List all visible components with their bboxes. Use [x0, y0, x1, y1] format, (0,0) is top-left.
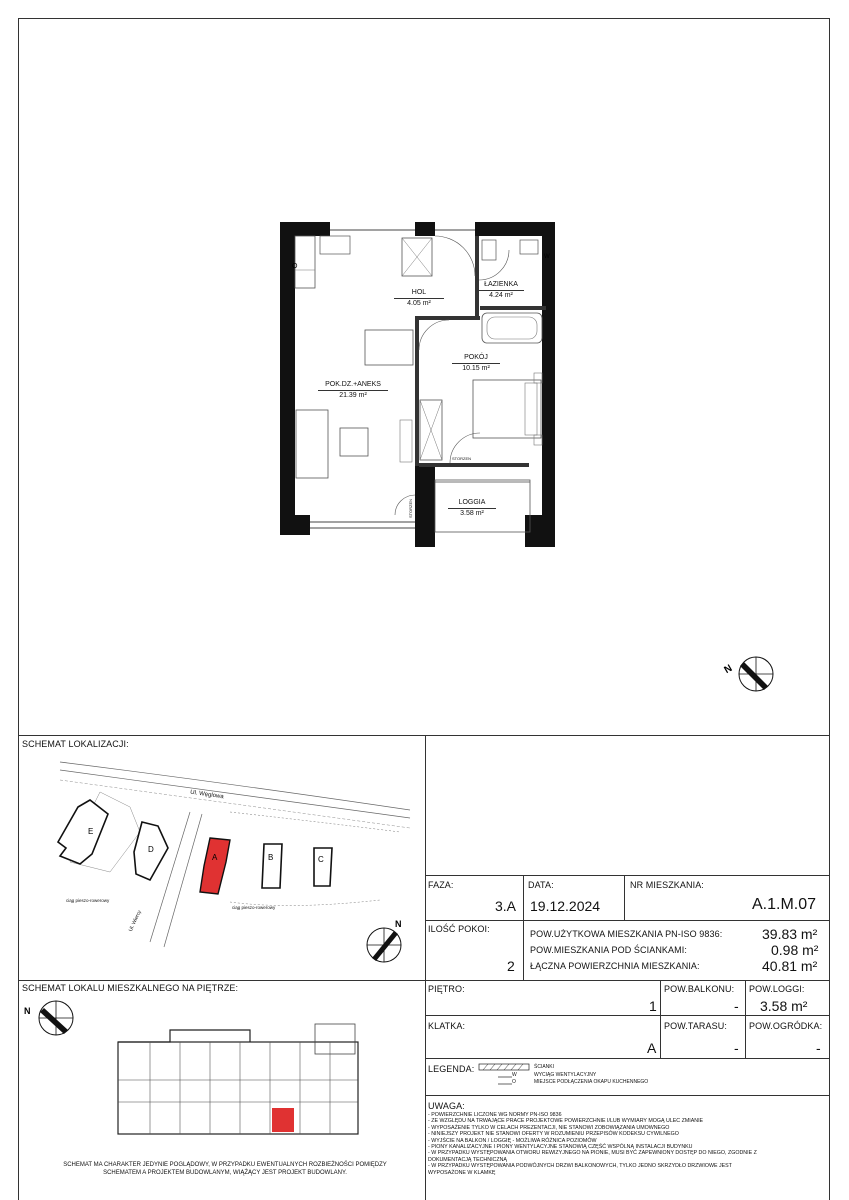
storage-label-2: STORZEN [408, 498, 414, 519]
notes-title: UWAGA: [428, 1101, 465, 1111]
loggia-label: POW.LOGGI: [749, 984, 805, 994]
location-title: SCHEMAT LOKALIZACJI: [22, 739, 129, 749]
loggia-value: 3.58 m² [760, 998, 808, 1014]
notes-list: - POWIERZCHNIE LICZONE WG NORMY PN-ISO 9836 - ZE WZGLĘDU NA TRWAJĄCE PRACE PROJEKTOWE POWIERZCHNIE I/LUB WYMIARY MOGĄ ULEC ZMIANIE - WYPOSAŻENIE TYLKO W CELACH PREZENTACJI, NIE STANOWI ZOBOWIĄZANIA UMOWNEGO - NINIEJSZY PROJEKT NIE STANOWI OFERTY W ROZUMIENIU PRZEPISÓW KODEKSU CYWILNEGO - WYJŚCIE NA BALKON / LOGGIĘ - MOŻLIWA RÓŻNICA POZIOMÓW - PIONY KANALIZACYJNE I PIONY WENTYLACYJNE STANOWIĄ CZĘŚĆ WSPÓLNĄ INSTALACJI BUDYNKU - W PRZYPADKU WYSTĘPOWANIA OTWORU REWIZYJNEGO NA PIONIE, MUSI BYĆ ZAPEWNIONY DOSTĘP DO NIEGO, ZGODNIE Z DOKUMENTACJĄ TECHNICZNĄ - W PRZYPADKU WYSTĘPOWANIA PODWÓJNYCH DRZWI BALKONOWYCH, TYLKO JEDNO SKRZYDŁO DRZWIOWE JEST WYPOSAŻONE W KLAMKĘ [428, 1112, 757, 1176]
pietro-value: 1 [649, 998, 657, 1014]
pietro-label: PIĘTRO: [428, 984, 465, 994]
klatka-label: KLATKA: [428, 1021, 466, 1031]
storage-label-1: STORZEN [452, 456, 472, 461]
data-label: DATA: [528, 880, 554, 890]
pow-uzytkowa-label: POW.UŻYTKOWA MIESZKANIA PN-ISO 9836: [530, 929, 723, 939]
room-hol: HOL 4.05 m² [394, 289, 444, 307]
svg-text:E: E [88, 827, 94, 836]
path-label-1: ciąg pieszo-rowerowy [66, 898, 110, 903]
compass-floor-icon [20, 996, 80, 1046]
pow-scianki-value: 0.98 m² [771, 942, 819, 958]
legend-sym-w: W [512, 1072, 517, 1078]
wall-right [542, 222, 555, 547]
nr-label: NR MIESZKANIA: [630, 880, 704, 890]
balkon-label: POW.BALKONU: [664, 984, 735, 994]
ogrodek-label: POW.OGRÓDKA: [749, 1021, 823, 1031]
pow-uzytkowa-value: 39.83 m² [762, 926, 818, 942]
street-left-label: Ul. Wiercy [127, 909, 143, 933]
pokoje-label: ILOŚĆ POKOI: [428, 924, 490, 934]
legend-title: LEGENDA: [428, 1064, 475, 1074]
data-value: 19.12.2024 [530, 898, 601, 914]
wall-bottom-mid [415, 465, 435, 547]
floor-scheme-caption: SCHEMAT MA CHARAKTER JEDYNIE POGLĄDOWY, W PRZYPADKU EWENTUALNYCH ROZBIEŻNOŚCI POMIĘDZY SCHEMATEM A PROJEKTEM BUDOWLANYM, WIĄŻĄCY JEST PROJEKT BUDOWLANY. [63, 1162, 387, 1176]
floor-plan [270, 210, 570, 555]
svg-text:N: N [722, 662, 735, 677]
legend-sym-o: O [512, 1079, 516, 1085]
klatka-value: A [647, 1040, 657, 1056]
floor-scheme-map [110, 1020, 370, 1140]
room-loggia: LOGGIA 3.58 m² [448, 499, 496, 517]
compass-icon [720, 650, 780, 700]
legend-symbols [478, 1063, 534, 1093]
wall-bottom-left [280, 515, 310, 535]
svg-text:O: O [292, 263, 298, 270]
pow-scianki-label: POW.MIESZKANIA POD ŚCIANKAMI: [530, 945, 687, 955]
svg-text:A: A [212, 853, 218, 862]
ogrodek-value: - [816, 1040, 821, 1056]
path-label-2: ciąg pieszo-rowerowy [232, 905, 276, 910]
taras-value: - [734, 1040, 739, 1056]
floor-scheme-title: SCHEMAT LOKALU MIESZKALNEGO NA PIĘTRZE: [22, 983, 239, 993]
svg-text:N: N [24, 1006, 31, 1016]
room-salon: POK.DZ.+ANEKS 21.39 m² [318, 381, 388, 399]
street-top-label: Ul. Węglowa [189, 789, 224, 801]
wall-top-mid [415, 222, 435, 236]
taras-label: POW.TARASU: [664, 1021, 727, 1031]
pow-laczna-value: 40.81 m² [762, 958, 818, 974]
svg-text:D: D [148, 845, 154, 854]
legend-item-1: ŚCIANKI [534, 1064, 555, 1070]
nr-value: A.1.M.07 [752, 896, 817, 913]
pokoje-value: 2 [507, 958, 515, 974]
pow-laczna-label: ŁĄCZNA POWIERZCHNIA MIESZKANIA: [530, 961, 700, 971]
faza-label: FAZA: [428, 880, 454, 890]
wall-top-left [280, 222, 330, 236]
svg-text:W: W [544, 254, 550, 260]
balkon-value: - [734, 998, 739, 1014]
svg-text:C: C [318, 855, 324, 864]
legend-item-3: MIEJSCE PODŁĄCZENIA OKAPU KUCHENNEGO [534, 1079, 649, 1085]
legend-item-2: WYCIĄG WENTYLACYJNY [534, 1072, 597, 1078]
svg-text:B: B [268, 853, 274, 862]
svg-text:N: N [395, 919, 402, 929]
room-pokoj: POKÓJ 10.15 m² [452, 354, 500, 372]
faza-value: 3.A [495, 898, 517, 914]
room-lazienka: ŁAZIENKA 4.24 m² [478, 281, 524, 299]
compass-location-icon [358, 915, 413, 970]
